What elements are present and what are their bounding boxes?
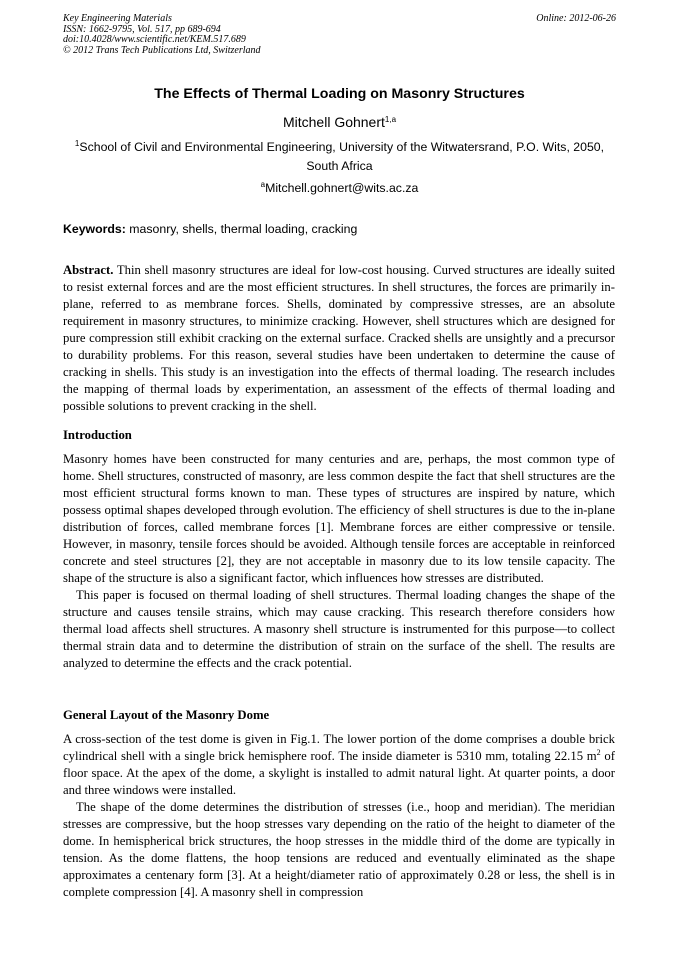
affiliation	[63, 138, 616, 176]
journal-name: Key Engineering Materials	[63, 13, 172, 24]
section-heading-introduction: Introduction	[63, 428, 132, 442]
email-text[interactable]: Mitchell.gohnert@wits.ac.za	[265, 181, 419, 195]
author-sup: 1,a	[384, 115, 397, 124]
keywords-text: masonry, shells, thermal loading, cracking	[125, 222, 358, 236]
affiliation-text: School of Civil and Environmental Engineering, University of the Witwatersrand, P.O. Wits, 2050, South Africa	[79, 140, 605, 173]
email-sup: a	[260, 180, 266, 189]
journal-header	[63, 14, 616, 56]
author-email	[63, 181, 616, 195]
layout-paragraph-1	[63, 731, 615, 799]
introduction-section	[63, 451, 615, 672]
abstract	[63, 262, 615, 415]
abstract-text: Thin shell masonry structures are ideal for low-cost housing. Curved structures are ideally suited to resist external forces and are the most efficient structures. In shell structures, the forces are primarily in-plane, referred to as membrane forces. Shells, dominated by compressive stresses, are an absolute requirement in masonry structures, to minimize cracking. However, shell structures which are designed for pure compression still exhibit cracking on the external surface. Cracked shells are unsightly and a precursor to durability problems. For this reason, several studies have been undertaken to determine the cause of cracking in shells. This study is an investigation into the effects of thermal loading. The research includes the mapping of thermal loads by experimentation, an assessment of the effects of thermal loading and possible solutions to prevent cracking in the shell.	[63, 263, 615, 413]
issn-line: ISSN: 1662-9795, Vol. 517, pp 689-694	[63, 23, 221, 35]
affiliation-sup: 1	[74, 139, 80, 148]
section-heading-layout: General Layout of the Masonry Dome	[63, 708, 270, 722]
abstract-label: Abstract.	[63, 263, 114, 277]
keywords-label: Keywords:	[63, 222, 126, 236]
keywords	[63, 222, 616, 236]
layout-section	[63, 731, 615, 901]
paper-title: The Effects of Thermal Loading on Masonry Structures	[154, 86, 525, 102]
layout-paragraph-2: The shape of the dome determines the distribution of stresses (i.e., hoop and meridian). The meridian stresses are compressive, but the hoop stresses vary depending on the ratio of the height to diameter of the dome. In hemispherical brick structures, the hoop stresses in the middle third of the dome are typically in tension. As the dome flattens, the hoop tensions are reduced and eventually eliminated as the shape approximates a centenary form [3]. At a height/diameter ratio of approximately 0.28 or less, the shell is in complete compression [4]. A masonry shell in compression	[63, 800, 615, 899]
layout-p1-part-b: of floor space. At the apex of the dome, a skylight is installed to admit natural light. At quarter points, a door and three windows were installed.	[63, 749, 615, 797]
layout-p1-sup: 2	[596, 748, 601, 757]
layout-p1-part-a: A cross-section of the test dome is given in Fig.1. The lower portion of the dome comprises a double brick cylindrical shell with a single brick hemisphere roof. The inside diameter is 5310 mm, totaling 22.15 m	[63, 732, 615, 763]
introduction-paragraph-1: Masonry homes have been constructed for many centuries and are, perhaps, the most common type of home. Shell structures, constructed of masonry, are less common despite the fact that shell structures are the most efficient structural forms known to man. These types of structures are inspired by nature, which possess optimal shapes developed through evolution. The efficiency of shell structures is due to the in-plane distribution of forces, called membrane forces [1]. Membrane forces are either compressive or tensile. However, in masonry, tensile forces should be avoided. Although tensile forces are acceptable in reinforced concrete and steel structures [2], they are not acceptable in masonry due to its low tensile capacity. The shape of the structure is also a significant factor, which influences how stresses are distributed.	[63, 452, 615, 585]
author-name: Mitchell Gohnert	[282, 114, 385, 130]
online-date: Online: 2012-06-26	[536, 13, 616, 24]
introduction-paragraph-2: This paper is focused on thermal loading of shell structures. Thermal loading changes the shape of the structure and causes tensile strains, which may cause cracking. This research therefore considers how thermal load affects shell structures. A masonry shell structure is instrumented for this purpose—to collect thermal strain data and to determine the distribution of strain on the surface of the shell. The results are analyzed to determine the effects and the crack potential.	[63, 588, 615, 670]
copyright-line: © 2012 Trans Tech Publications Ltd, Switzerland	[63, 44, 261, 56]
author-line	[63, 114, 616, 130]
doi-line[interactable]: doi:10.4028/www.scientific.net/KEM.517.689	[63, 34, 246, 45]
